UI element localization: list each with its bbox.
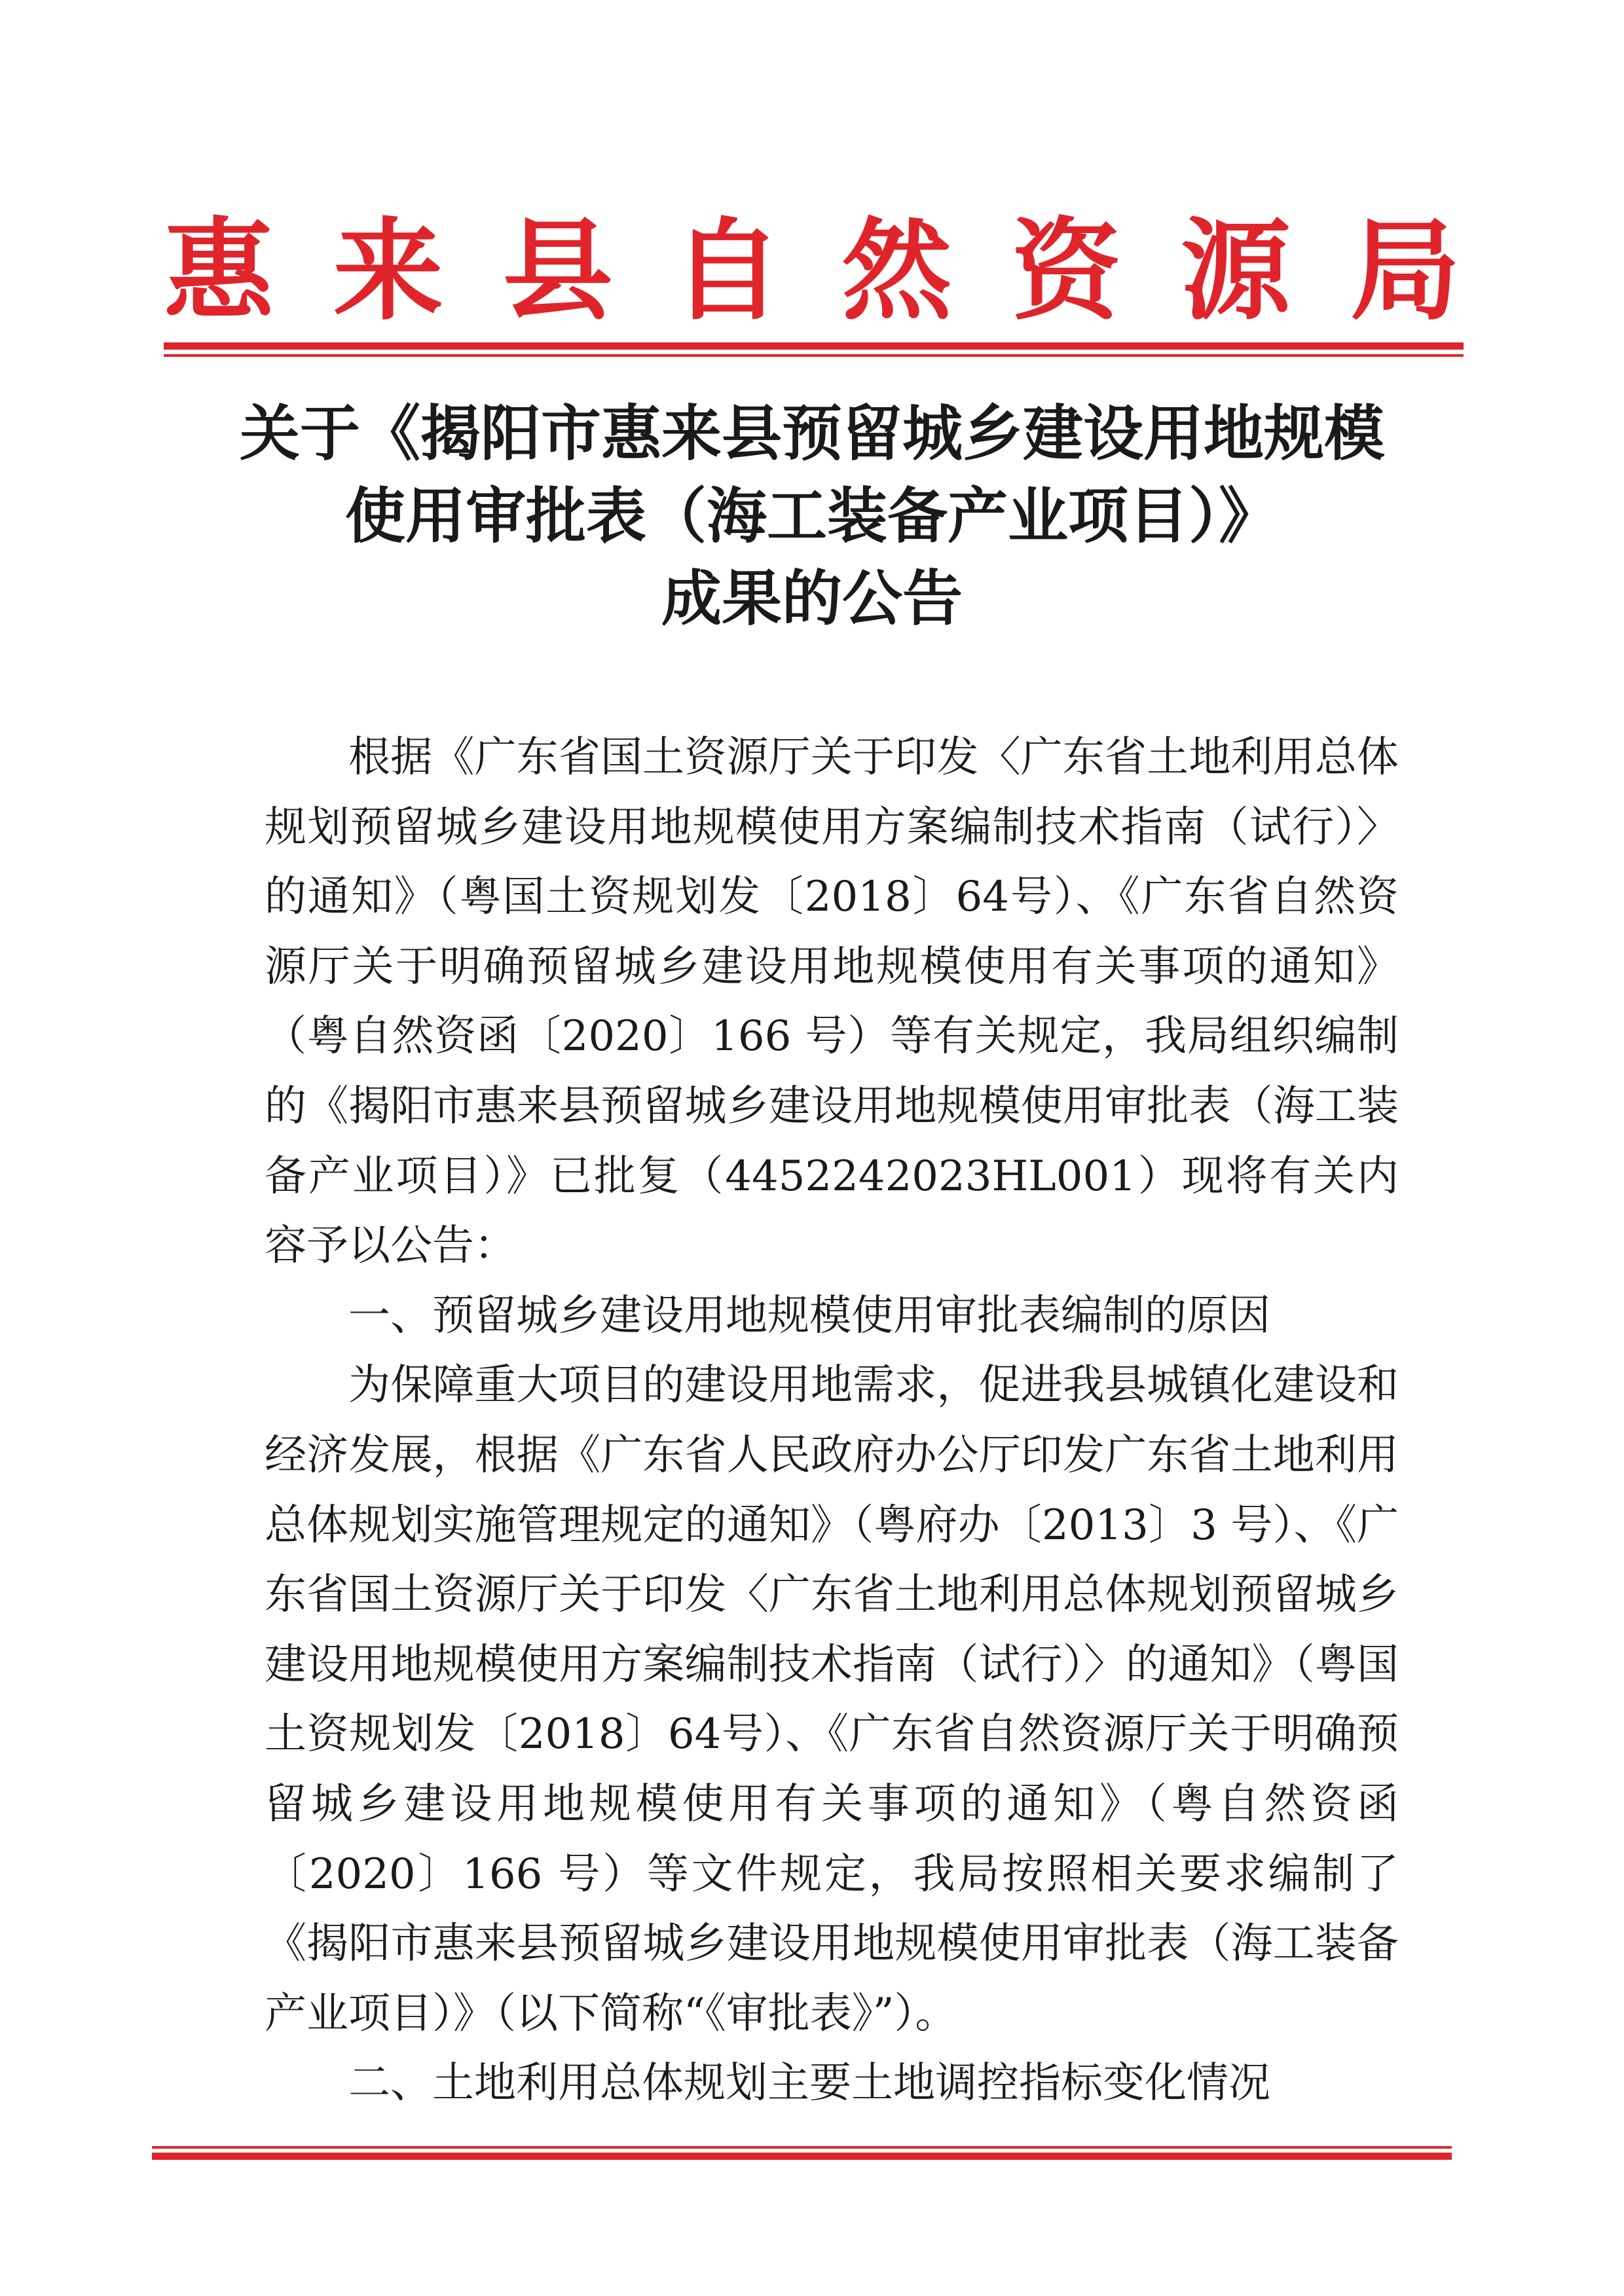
masthead-char: 资 (1011, 206, 1122, 335)
masthead-char: 然 (841, 206, 952, 335)
section-heading: 二、土地利用总体规划主要土地调控指标变化情况 (348, 2059, 1270, 2108)
title-line: 关于《揭阳市惠来县预留城乡建设用地规模 (239, 399, 1384, 469)
masthead-char: 来 (333, 206, 443, 335)
header-rule-thin (164, 354, 1464, 357)
footer-rule-thin (152, 2146, 1452, 2149)
section-heading: 一、预留城乡建设用地规模使用审批表编制的原因 (348, 1291, 1270, 1340)
title-line: 使用审批表（海工装备产业项目）》 (344, 481, 1279, 551)
body-paragraph: 根据《广东省国土资源厅关于印发〈广东省土地利用总体规划预留城乡建设用地规模使用方案编制技术指南（试行）〉的通知》（粤国土资规划发〔2018〕64号）、《广东省自然资源厅关于明确预留城乡建设用地规模使用有关事项的通知》（粤自然资函〔2020〕166 号）等有关规定，我局组织编制的《揭阳市惠来县预留城乡建设用地规模使用审批表（海工装备产业项目）》已批复（4452242023HL001）现将有关内容予以公告： (265, 733, 1399, 1271)
header-rule-thick (164, 342, 1464, 350)
masthead-char: 局 (1350, 206, 1460, 335)
title-line: 成果的公告 (661, 564, 963, 634)
agency-masthead (164, 208, 1460, 333)
masthead-char: 自 (672, 206, 783, 335)
masthead-char: 源 (1181, 206, 1291, 335)
masthead-char: 县 (502, 206, 613, 335)
masthead-char: 惠 (164, 206, 274, 335)
document-title (0, 393, 1624, 640)
document-body (265, 723, 1399, 2119)
body-paragraph: 为保障重大项目的建设用地需求，促进我县城镇化建设和经济发展，根据《广东省人民政府办公厅印发广东省土地利用总体规划实施管理规定的通知》（粤府办〔2013〕3 号）、《广东省国土资源厅关于印发〈广东省土地利用总体规划预留城乡建设用地规模使用方案编制技术指南（试行）〉的通知》（粤国土资规划发〔2018〕64号）、《广东省自然资源厅关于明确预留城乡建设用地规模使用有关事项的通知》（粤自然资函〔2020〕166 号）等文件规定，我局按照相关要求编制了《揭阳市惠来县预留城乡建设用地规模使用审批表（海工装备产业项目）》（以下简称“《审批表》”）。 (265, 1361, 1399, 2038)
footer-rule-thick (152, 2153, 1452, 2160)
